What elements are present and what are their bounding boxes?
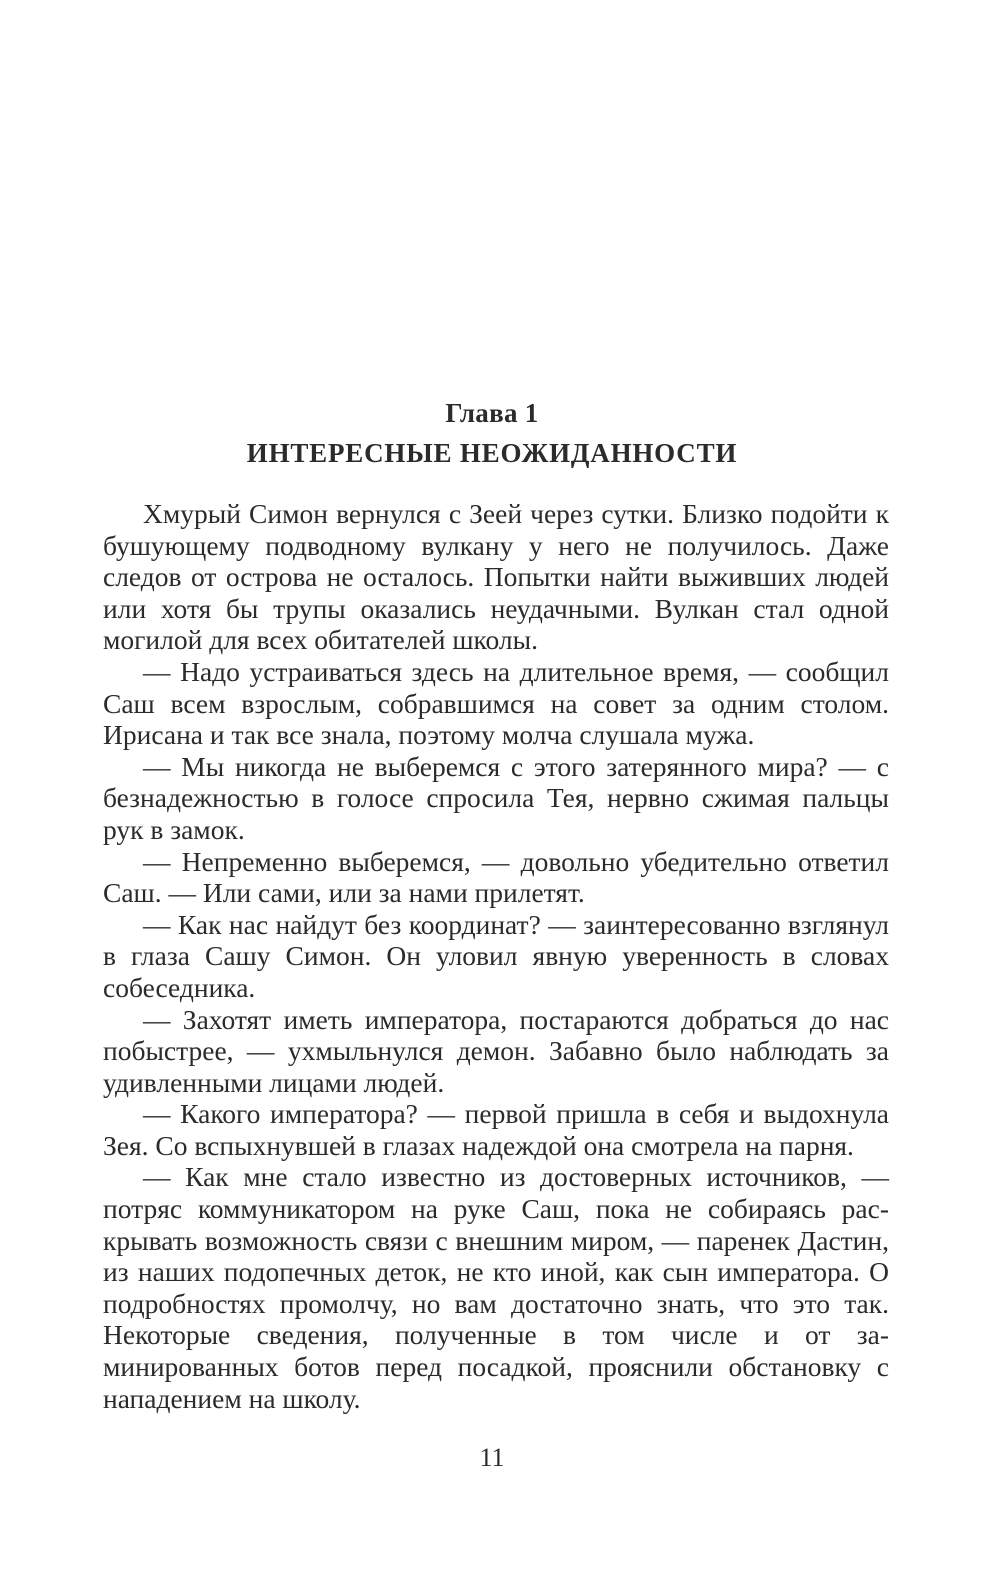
- chapter-header: [0, 393, 984, 473]
- paragraph: — Захотят иметь императора, постараются добраться до нас побыстрее, — ухмыльнулся демон. Забавно было наблюдать за удивленными лицами людей.: [103, 1003, 889, 1098]
- paragraph: Хмурый Симон вернулся с Зеей через сутки. Близко подойти к бушующему подводному вулкану у него не получилось. Даже следов от острова не осталось. Попытки найти выживших людей или хотя бы трупы оказались неудачными. Вулкан стал одной могилой для всех обитателей школы.: [103, 498, 889, 656]
- paragraph: — Как нас найдут без координат? — заинтересованно взглянул в глаза Сашу Симон. Он уловил явную уверенность в словах собеседника.: [103, 908, 889, 1003]
- chapter-title: ИНТЕРЕСНЫЕ НЕОЖИДАННОСТИ: [246, 438, 738, 468]
- paragraph: — Надо устраиваться здесь на длительное время, — сообщил Саш всем взрослым, собравшимся на совет за одним столом. Ирисана и так все знала, поэтому молча слушала мужа.: [103, 655, 889, 751]
- paragraph: — Какого императора? — первой пришла в себя и выдохнула Зея. Со вспыхнувшей в глазах надеждой она смотрела на парня.: [103, 1098, 889, 1161]
- page-number: 11: [479, 1443, 505, 1472]
- chapter-body: [103, 498, 889, 1414]
- chapter-number: Глава 1: [445, 398, 539, 428]
- paragraph: — Мы никогда не выберемся с этого затерянного мира? — с безнадежностью в голосе спросила Тея, нервно сжимая пальцы рук в замок.: [103, 750, 889, 845]
- paragraph: — Как мне стало известно из достоверных источников, — потряс коммуникатором на руке Саш, пока не собираясь раскрывать возможность связи с внешним миром, — паренек Дастин, из наших подопечных деток, не кто иной, как сын императора. О подробностях промолчу, но вам достаточно знать, что это так. Некоторые сведения, полученные в том числе и от заминированных ботов перед посадкой, прояснили обстановку с нападением на школу.: [103, 1161, 889, 1414]
- paragraph: — Непременно выберемся, — довольно убедительно ответил Саш. — Или сами, или за нами прилетят.: [103, 845, 889, 909]
